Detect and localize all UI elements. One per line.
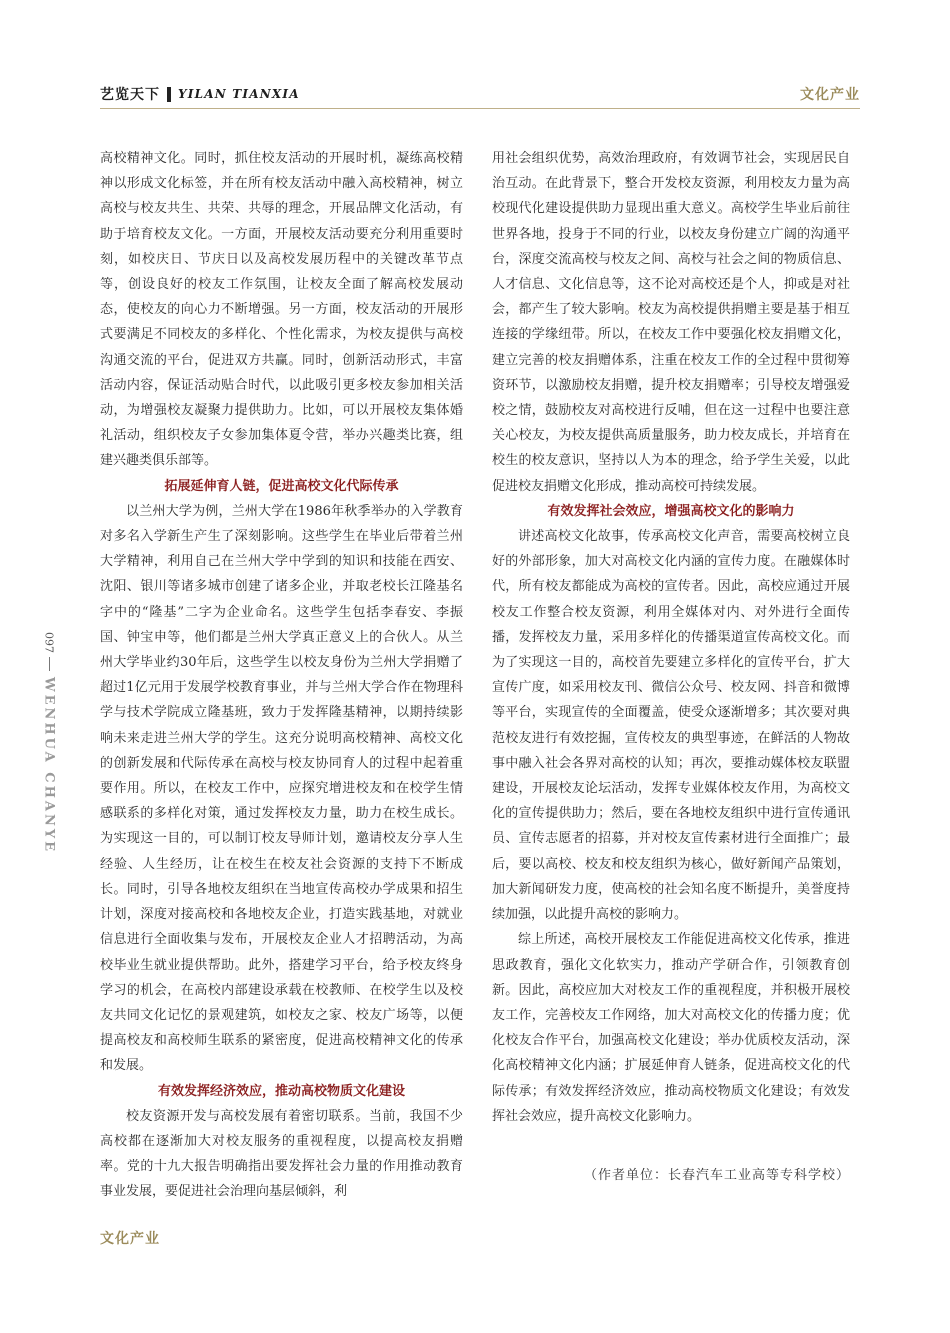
paragraph: 高校精神文化。同时，抓住校友活动的开展时机，凝练高校精神以形成文化标签，并在所有校友活动中融入高校精神，树立高校与校友共生、共荣、共辱的理念，开展品牌文化活动，有助于培育校友文化。一方面，开展校友活动要充分利用重要时刻，如校庆日、节庆日以及高校发展历程中的关键改革节点等，创设良好的校友工作氛围，让校友全面了解高校发展动态，使校友的向心力不断增强。另一方面，校友活动的开展形式要满足不同校友的多样化、个性化需求，为校友提供与高校沟通交流的平台，促进双方共赢。同时，创新活动形式，丰富活动内容，保证活动贴合时代，以此吸引更多校友参加相关活动，为增强校友凝聚力提供助力。比如，可以开展校友集体婚礼活动，组织校友子女参加集体夏令营，举办兴趣类比赛，组建兴趣类俱乐部等。 [100,151,463,469]
paragraph: 讲述高校文化故事，传承高校文化声音，需要高校树立良好的外部形象，加大对高校文化内涵的宣传力度。在融媒体时代，所有校友都能成为高校的宣传者。因此，高校应通过开展校友工作整合校友资源，利用全媒体对内、对外进行全面传播，发挥校友力量，采用多样化的传播渠道宣传高校文化。而为了实现这一目的，高校首先要建立多样化的宣传平台，扩大宣传广度，如采用校友刊、微信公众号、校友网、抖音和微博等平台，实现宣传的全面覆盖，使受众逐渐增多；其次要对典范校友进行有效挖掘，宣传校友的典型事迹，在鲜活的人物故事中融入社会各界对高校的认知；再次，要推动媒体校友联盟建设，开展校友论坛活动，发挥专业媒体校友作用，为高校文化的宣传提供助力；然后，要在各地校友组织中进行宣传通讯员、宣传志愿者的招募，并对校友宣传素材进行全面推广；最后，要以高校、校友和校友组织为核心，做好新闻产品策划，加大新闻研发力度，使高校的社会知名度不断提升，美誉度持续加强，以此提升高校的影响力。 [492,529,850,923]
section-label-vertical: WENHUA CHANYE [41,677,57,855]
paragraph: 校友资源开发与高校发展有着密切联系。当前，我国不少高校都在逐渐加大对校友服务的重视程度，以提高校友捐赠率。党的十九大报告明确指出要发挥社会力量的作用推动教育事业发展，要促进社会治理向基层倾斜，利 [100,1108,463,1200]
side-margin-label [37,632,61,854]
margin-divider [49,657,50,671]
paragraph: 用社会组织优势，高效治理政府，有效调节社会，实现居民自治互动。在此背景下，整合开发校友资源，利用校友力量为高校现代化建设提供助力显现出重大意义。高校学生毕业后前往世界各地，投身于不同的行业，以校友身份建立广阔的沟通平台，深度交流高校与校友之间、高校与社会之间的物质信息、人才信息、文化信息等，这不论对高校还是个人，抑或是对社会，都产生了较大影响。校友为高校提供捐赠主要是基于相互连接的学缘纽带。所以，在校友工作中要强化校友捐赠文化，建立完善的校友捐赠体系，注重在校友工作的全过程中贯彻筹资环节，以激励校友捐赠，提升校友捐赠率；引导校友增强爱校之情，鼓励校友对高校进行反哺，但在这一过程中也要注意关心校友，为校友提供高质量服务，助力校友成长，并培育在校生的校友意识，坚持以人为本的理念，给予学生关爱，以此促进校友捐赠文化形成，推动高校可持续发展。 [492,151,850,494]
author-affiliation: （作者单位：长春汽车工业高等专科学校） [583,1168,850,1183]
paragraph: 以兰州大学为例，兰州大学在1986年秋季举办的入学教育对多名入学新生产生了深刻影响。这些学生在毕业后带着兰州大学精神，利用自己在兰州大学中学到的知识和技能在西安、沈阳、银川等诸多城市创建了诸多企业，并取老校长江隆基名字中的“隆基”二字为企业命名。这些学生包括李春安、李振国、钟宝申等，他们都是兰州大学真正意义上的合伙人。从兰州大学毕业约30年后，这些学生以校友身份为兰州大学捐赠了超过1亿元用于发展学校教育事业，并与兰州大学合作在物理科学与技术学院成立隆基班，致力于发挥隆基精神，以期持续影响未来走进兰州大学的学生。这充分说明高校精神、高校文化的创新发展和代际传承在高校与校友协同育人的过程中起着重要作用。所以，在校友工作中，应探究增进校友和在校学生情感联系的多样化对策，通过发挥校友力量，助力在校生成长。为实现这一目的，可以制订校友导师计划，邀请校友分享人生经验、人生经历，让在校生在校友社会资源的支持下不断成长。同时，引导各地校友组织在当地宣传高校办学成果和招生计划，深度对接高校和各地校友企业，打造实践基地，对就业信息进行全面收集与发布，开展校友企业人才招聘活动，为高校毕业生就业提供帮助。此外，搭建学习平台，给予校友终身学习的机会，在高校内部建设承载在校教师、在校学生以及校友共同文化记忆的景观建筑，如校友之家、校友广场等，以便提高校友和高校师生联系的紧密度，促进高校精神文化的传承和发展。 [100,503,463,1074]
article-column-right [492,146,850,1129]
paragraph: 综上所述，高校开展校友工作能促进高校文化传承，推进思政教育，强化文化软实力，推动产学研合作，引领教育创新。因此，高校应加大对校友工作的重视程度，并积极开展校友工作，完善校友工作网络，加大对高校文化的传播力度；优化校友合作平台，加强高校文化建设；举办优质校友活动，深化高校精神文化内涵；扩展延伸育人链条，促进高校文化的代际传承；有效发挥经济效应，推动高校物质文化建设；有效发挥社会效应，提升高校文化影响力。 [492,932,850,1124]
section-heading: 有效发挥经济效应，推动高校物质文化建设 [157,1083,405,1099]
header-rule [100,108,860,109]
magazine-title-cn: 艺览天下 [100,87,160,103]
section-heading: 有效发挥社会效应，增强高校文化的影响力 [547,503,795,519]
page-number: 097 [42,632,56,653]
footer-section-label: 文化产业 [100,1231,160,1247]
section-label: 文化产业 [800,87,860,103]
article-column-left [100,146,463,1205]
magazine-title-en: YILAN TIANXIA [178,87,300,101]
header-divider [167,87,171,102]
running-header [100,83,300,105]
section-heading: 拓展延伸育人链，促进高校文化代际传承 [164,478,399,494]
